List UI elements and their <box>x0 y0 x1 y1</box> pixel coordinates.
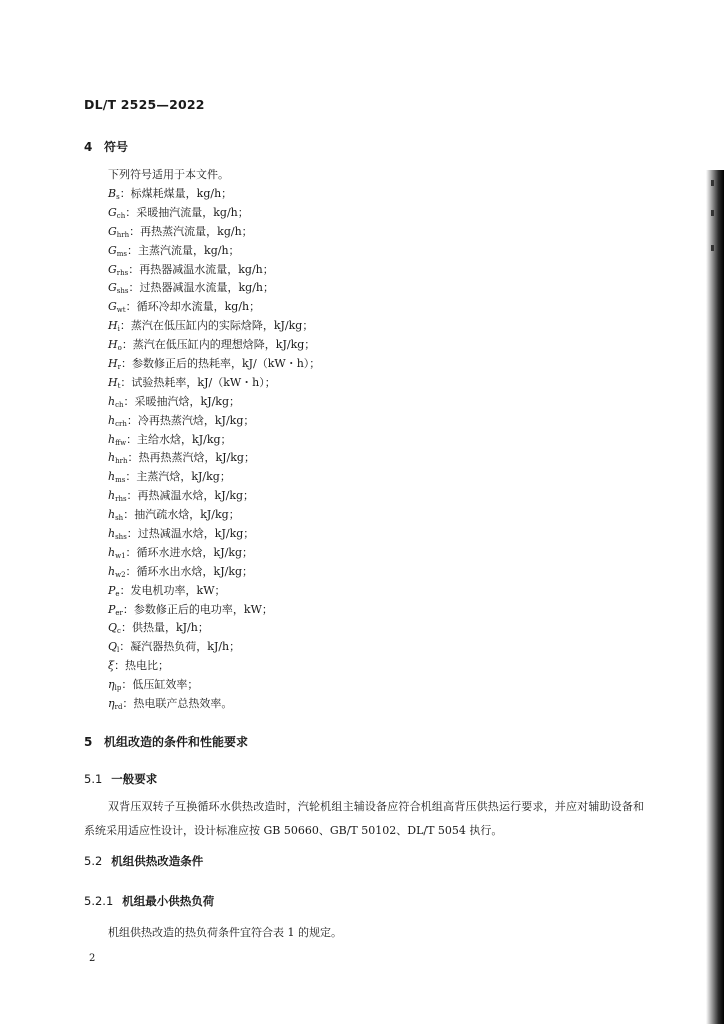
symbol-subscript: w1 <box>115 551 126 560</box>
symbol-letter <box>108 187 120 200</box>
section-5-2-1-heading <box>84 893 214 909</box>
symbol-item <box>108 279 320 298</box>
symbol-main: Q <box>108 621 118 635</box>
symbol-item <box>108 695 320 714</box>
symbol-letter <box>108 546 126 559</box>
symbol-description: ：过热减温水焓，kJ/kg； <box>126 527 255 541</box>
symbol-subscript: ms <box>115 476 126 485</box>
symbol-main: h <box>108 451 116 465</box>
symbol-main: H <box>108 375 118 389</box>
symbol-item <box>108 185 320 204</box>
symbol-description: ：采暖抽汽焓，kJ/kg； <box>123 394 241 408</box>
symbol-description: ：参数修正后的热耗率，kJ/（kW・h）； <box>120 357 321 371</box>
subsection-number: 5.1 <box>84 772 103 786</box>
symbol-description: ：主蒸汽流量，kg/h； <box>127 243 240 257</box>
symbol-letter <box>108 603 123 616</box>
symbol-main: P <box>108 583 116 597</box>
symbol-subscript: o <box>117 344 122 353</box>
symbol-main: G <box>108 262 117 276</box>
page-number: 2 <box>89 953 96 964</box>
symbol-item <box>108 582 320 601</box>
symbol-description: ：循环冷却水流量，kg/h； <box>125 300 261 314</box>
section-5-1-heading <box>84 771 157 787</box>
subsection-title: 机组供热改造条件 <box>111 854 204 868</box>
symbol-letter <box>108 338 122 351</box>
symbol-item <box>108 506 320 525</box>
symbol-subscript: i <box>117 325 120 334</box>
symbol-main: h <box>108 545 116 559</box>
symbol-letter <box>108 451 127 464</box>
section-4-heading <box>84 138 128 155</box>
symbol-letter <box>108 489 127 502</box>
standard-code-header: DL/T 2525—2022 <box>84 97 205 112</box>
symbol-main: ξ <box>108 659 115 673</box>
symbol-item <box>108 204 320 223</box>
symbol-subscript: s <box>116 193 120 201</box>
symbol-main: G <box>108 243 117 257</box>
symbol-subscript: r <box>117 363 121 372</box>
symbol-description: ：冷再热蒸汽焓，kJ/kg； <box>126 413 255 427</box>
symbol-letter <box>108 281 129 294</box>
symbol-letter <box>108 414 127 427</box>
symbol-item <box>108 676 320 695</box>
section-title: 符号 <box>104 140 129 154</box>
section-number: 5 <box>84 735 93 749</box>
symbol-item <box>108 657 320 676</box>
subsection-number: 5.2 <box>84 854 103 868</box>
symbol-description: ：抽汽疏水焓，kJ/kg； <box>123 508 240 522</box>
symbol-subscript: l <box>117 646 120 655</box>
symbol-main: H <box>108 319 118 333</box>
symbol-subscript: t <box>117 381 121 390</box>
scan-artifact <box>711 210 714 216</box>
symbol-subscript: rd <box>114 703 123 712</box>
symbol-main: h <box>108 489 116 503</box>
symbol-main: H <box>108 338 118 352</box>
symbol-subscript: lp <box>114 684 122 693</box>
symbol-main: G <box>108 205 117 219</box>
symbol-subscript: hrh <box>116 230 130 239</box>
scan-artifact <box>711 180 714 186</box>
symbol-item <box>108 638 320 657</box>
symbol-description: ：循环水进水焓，kJ/kg； <box>125 545 254 559</box>
symbol-item <box>108 374 320 393</box>
symbol-item <box>108 223 320 242</box>
symbol-letter <box>108 206 125 219</box>
symbol-letter <box>108 678 121 691</box>
symbol-description: ：供热量，kJ/h； <box>120 621 209 635</box>
symbol-main: Q <box>108 640 118 654</box>
symbol-item <box>108 449 320 468</box>
symbol-subscript: ch <box>115 400 124 409</box>
symbol-subscript: hrh <box>115 457 128 466</box>
subsection-title: 一般要求 <box>111 772 158 786</box>
symbol-item <box>108 525 320 544</box>
symbol-main: P <box>108 602 116 616</box>
symbol-description: ：采暖抽汽流量，kg/h； <box>125 205 249 219</box>
symbol-main: h <box>108 527 116 541</box>
symbol-subscript: shs <box>115 533 127 542</box>
symbol-item <box>108 412 320 431</box>
symbol-letter <box>108 640 119 653</box>
symbol-description: ：低压缸效率； <box>121 678 199 692</box>
symbol-letter <box>108 357 121 370</box>
symbol-item <box>108 431 320 450</box>
symbol-letter <box>108 621 121 634</box>
symbol-main: η <box>108 678 115 692</box>
section-5-heading <box>84 733 248 750</box>
section-number: 4 <box>84 140 93 154</box>
symbol-subscript: er <box>115 608 123 617</box>
symbol-description: ：再热器减温水流量，kg/h； <box>128 262 274 276</box>
symbol-main: G <box>108 281 117 295</box>
symbol-description: ：试验热耗率，kJ/（kW・h）； <box>120 375 276 389</box>
scan-edge-shadow <box>706 170 724 1024</box>
symbol-letter <box>108 527 127 540</box>
symbol-main: H <box>108 357 118 371</box>
symbol-item <box>108 601 320 620</box>
symbol-subscript: crh <box>115 419 127 428</box>
symbol-description: ：再热减温水焓，kJ/kg； <box>126 489 255 503</box>
symbol-letter <box>108 263 128 276</box>
symbol-main: h <box>108 394 116 408</box>
symbol-subscript: e <box>115 589 120 598</box>
section-5-1-paragraph: 双背压双转子互换循环水供热改造时，汽轮机组主辅设备应符合机组高背压供热运行要求，并应对辅助设备和系统采用适应性设计，设计标准应按 GB 50660、GB/T 50102、DL/T 5054 执行。 <box>84 800 644 837</box>
symbol-main: G <box>108 224 117 238</box>
symbol-subscript: rhs <box>115 495 127 504</box>
symbol-item <box>108 619 320 638</box>
subsection-title: 机组最小供热负荷 <box>122 894 215 908</box>
section-title: 机组改造的条件和性能要求 <box>104 735 249 749</box>
symbol-letter <box>108 470 125 483</box>
symbol-description: ：蒸汽在低压缸内的理想焓降，kJ/kg； <box>121 338 316 352</box>
symbol-description: ：再热蒸汽流量，kg/h； <box>129 224 253 238</box>
symbol-description: ：蒸汽在低压缸内的实际焓降，kJ/kg； <box>119 319 314 333</box>
symbol-main: G <box>108 300 117 314</box>
symbol-item <box>108 298 320 317</box>
symbol-description: ：热电比； <box>114 659 170 673</box>
symbol-description: ：发电机功率，kW； <box>119 583 226 597</box>
symbol-letter <box>108 433 126 446</box>
symbol-item <box>108 544 320 563</box>
symbol-description: ：热电联产总热效率。 <box>122 697 233 711</box>
symbol-letter <box>108 584 120 597</box>
symbols-intro: 下列符号适用于本文件。 <box>108 168 229 181</box>
symbol-letter <box>108 300 126 313</box>
symbol-item <box>108 355 320 374</box>
symbol-item <box>108 317 320 336</box>
symbol-main: h <box>108 432 116 446</box>
symbol-subscript: c <box>117 627 121 636</box>
section-5-2-heading <box>84 853 203 869</box>
symbol-letter <box>108 376 120 389</box>
symbol-main: h <box>108 508 116 522</box>
symbol-description: ：参数修正后的电功率，kW； <box>122 602 273 616</box>
symbol-subscript: wt <box>116 306 126 315</box>
symbol-description: ：主蒸汽焓，kJ/kg； <box>125 470 231 484</box>
subsection-number: 5.2.1 <box>84 894 114 908</box>
symbol-description: ：过热器减温水流量，kg/h； <box>128 281 274 295</box>
symbol-subscript: sh <box>115 514 124 523</box>
symbol-item <box>108 336 320 355</box>
symbol-item <box>108 563 320 582</box>
symbol-item <box>108 468 320 487</box>
symbol-letter <box>108 697 122 710</box>
symbol-main: h <box>108 413 116 427</box>
symbol-item <box>108 393 320 412</box>
symbol-subscript: shs <box>116 287 129 296</box>
symbol-subscript: w2 <box>115 570 126 579</box>
symbol-letter <box>108 244 127 257</box>
symbol-main: h <box>108 470 116 484</box>
symbol-main: η <box>108 697 115 711</box>
symbol-subscript: ms <box>116 249 128 258</box>
symbol-item <box>108 261 320 280</box>
symbol-main: B <box>108 187 117 200</box>
symbol-list <box>108 185 320 714</box>
symbol-main: h <box>108 564 116 578</box>
symbol-description: ：循环水出水焓，kJ/kg； <box>125 564 254 578</box>
scan-artifact <box>711 245 714 251</box>
symbol-letter <box>108 225 129 238</box>
symbol-subscript: ffw <box>115 438 127 447</box>
symbol-description: ：标煤耗煤量，kg/h； <box>119 187 233 200</box>
symbol-letter <box>108 395 124 408</box>
symbol-description: ：热再热蒸汽焓，kJ/kg； <box>127 451 255 465</box>
symbol-description: ：凝汽器热负荷，kJ/h； <box>119 640 241 654</box>
symbol-item <box>108 242 320 261</box>
symbol-subscript: rhs <box>116 268 129 277</box>
symbol-letter <box>108 508 123 521</box>
symbol-item <box>108 487 320 506</box>
section-5-2-1-paragraph: 机组供热改造的热负荷条件宜符合表 1 的规定。 <box>108 926 342 939</box>
symbol-letter <box>108 565 126 578</box>
symbol-letter <box>108 319 120 332</box>
symbol-subscript: ch <box>116 211 126 220</box>
symbol-description: ：主给水焓，kJ/kg； <box>126 432 232 446</box>
